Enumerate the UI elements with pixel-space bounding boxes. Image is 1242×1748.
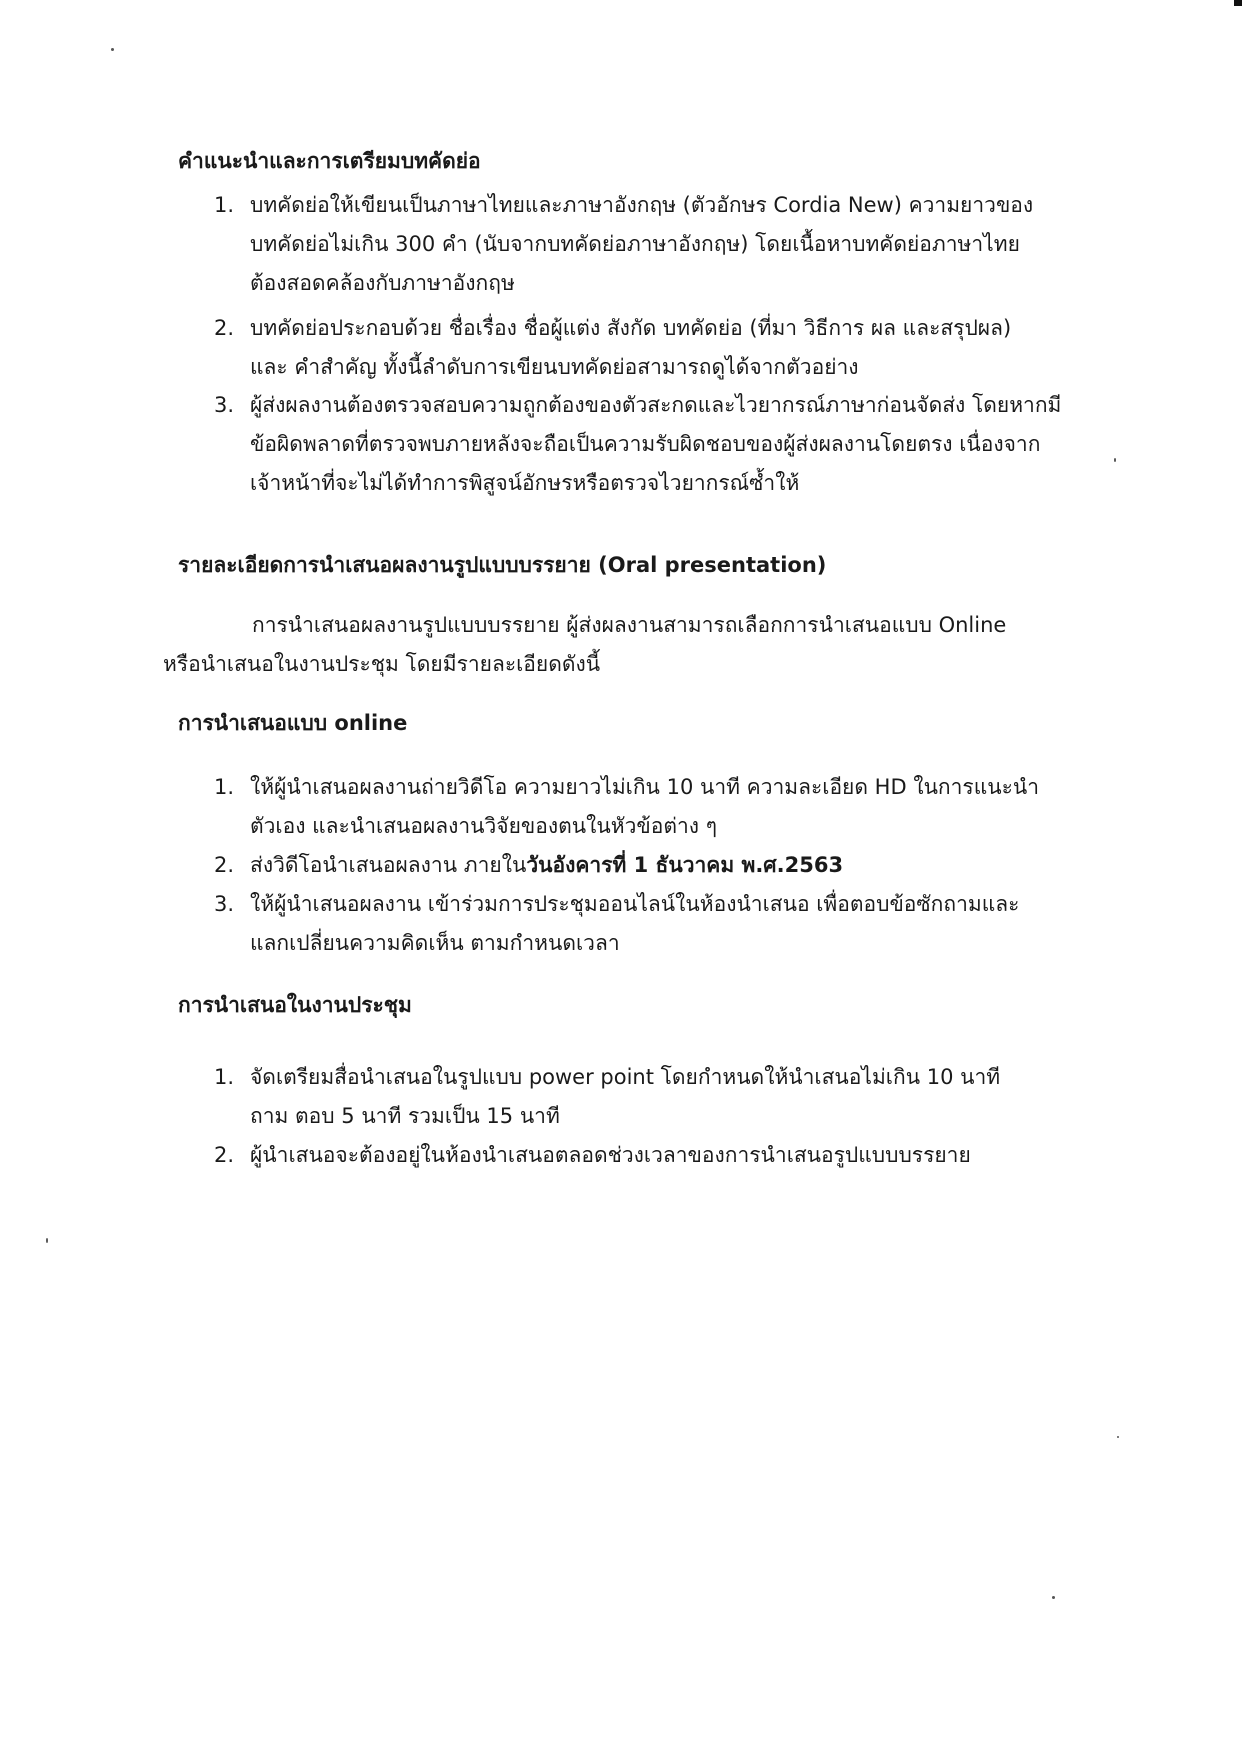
list-number: 3.: [214, 892, 235, 916]
list-number: 2.: [214, 1143, 235, 1167]
list-item-line: บทคัดย่อให้เขียนเป็นภาษาไทยและภาษาอังกฤษ (ตัวอักษร Cordia New) ความยาวของ: [250, 193, 1034, 217]
list-item-line: ให้ผู้นำเสนอผลงานถ่ายวิดีโอ ความยาวไม่เกิน 10 นาที ความละเอียด HD ในการแนะนำ: [250, 775, 1040, 799]
list-item: [214, 768, 1114, 846]
section-heading-abstract: คำแนะนำและการเตรียมบทคัดย่อ: [178, 149, 481, 173]
paragraph-line: หรือนำเสนอในงานประชุม โดยมีรายละเอียดดังนี้: [163, 652, 601, 676]
list-item-text: ส่งวิดีโอนำเสนอผลงาน ภายใน: [250, 853, 527, 877]
list-item-line: ให้ผู้นำเสนอผลงาน เข้าร่วมการประชุมออนไลน์ในห้องนำเสนอ เพื่อตอบข้อซักถามและ: [250, 892, 1020, 916]
list-item-line: ต้องสอดคล้องกับภาษาอังกฤษ: [250, 271, 515, 295]
list-number: 1.: [214, 775, 235, 799]
list-item: [214, 186, 1114, 303]
list-item-line: ข้อผิดพลาดที่ตรวจพบภายหลังจะถือเป็นความรับผิดชอบของผู้ส่งผลงานโดยตรง เนื่องจาก: [250, 432, 1041, 456]
paragraph-line: การนำเสนอผลงานรูปแบบบรรยาย ผู้ส่งผลงานสามารถเลือกการนำเสนอแบบ Online: [252, 613, 1007, 637]
list-item-line: บทคัดย่อประกอบด้วย ชื่อเรื่อง ชื่อผู้แต่ง สังกัด บทคัดย่อ (ที่มา วิธีการ ผล และสรุปผล): [250, 316, 1012, 340]
list-item: [214, 309, 1114, 387]
list-item-line: ผู้ส่งผลงานต้องตรวจสอบความถูกต้องของตัวสะกดและไวยากรณ์ภาษาก่อนจัดส่ง โดยหากมี: [250, 393, 1062, 417]
scan-speck: [1052, 1596, 1055, 1599]
scan-speck: [1117, 1436, 1119, 1438]
list-number: 2.: [214, 853, 235, 877]
section-heading-in-conference: การนำเสนอในงานประชุม: [178, 993, 412, 1017]
list-item-line: ตัวเอง และนำเสนอผลงานวิจัยของตนในหัวข้อต่าง ๆ: [250, 814, 717, 838]
section-heading-oral-presentation: รายละเอียดการนำเสนอผลงานรูปแบบบรรยาย (Oral presentation): [178, 553, 827, 577]
list-item-line: จัดเตรียมสื่อนำเสนอในรูปแบบ power point โดยกำหนดให้นำเสนอไม่เกิน 10 นาที: [250, 1065, 1001, 1089]
list-number: 1.: [214, 1065, 235, 1089]
list-item-line: เจ้าหน้าที่จะไม่ได้ทำการพิสูจน์อักษรหรือตรวจไวยากรณ์ซ้ำให้: [250, 471, 800, 495]
scan-speck: [46, 1238, 48, 1243]
list-item: [214, 885, 1114, 963]
list-number: 3.: [214, 393, 235, 417]
list-item-line: ผู้นำเสนอจะต้องอยู่ในห้องนำเสนอตลอดช่วงเวลาของการนำเสนอรูปแบบบรรยาย: [250, 1143, 971, 1167]
list-item: [214, 846, 1114, 885]
list-item: [214, 1136, 1114, 1175]
list-item-line: บทคัดย่อไม่เกิน 300 คำ (นับจากบทคัดย่อภาษาอังกฤษ) โดยเนื้อหาบทคัดย่อภาษาไทย: [250, 232, 1020, 256]
list-number: 2.: [214, 316, 235, 340]
section-heading-online: การนำเสนอแบบ online: [178, 711, 408, 735]
list-number: 1.: [214, 193, 235, 217]
list-item-line: แลกเปลี่ยนความคิดเห็น ตามกำหนดเวลา: [250, 931, 620, 955]
scan-corner-mark: [1234, 0, 1242, 6]
list-item: [214, 386, 1114, 503]
list-item-line: และ คำสำคัญ ทั้งนี้ลำดับการเขียนบทคัดย่อสามารถดูได้จากตัวอย่าง: [250, 355, 859, 379]
list-item-line: ถาม ตอบ 5 นาที รวมเป็น 15 นาที: [250, 1104, 560, 1128]
scan-speck: [111, 48, 114, 51]
list-item: [214, 1058, 1114, 1136]
scan-speck: [1114, 458, 1116, 462]
list-item-line: [250, 846, 843, 885]
deadline-date: วันอังคารที่ 1 ธันวาคม พ.ศ.2563: [526, 853, 844, 877]
